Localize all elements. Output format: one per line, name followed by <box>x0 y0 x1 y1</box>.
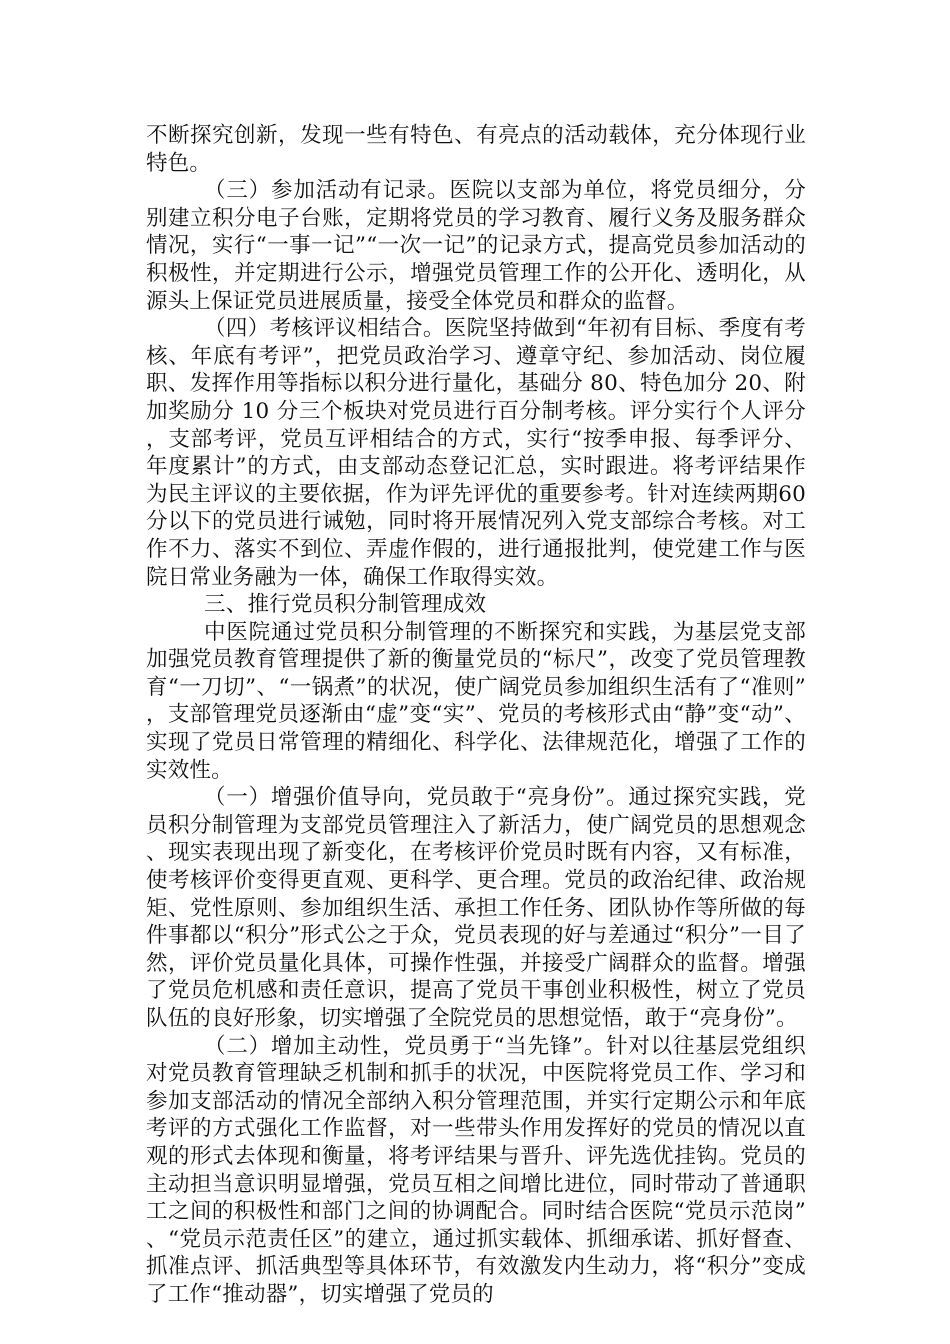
paragraph-section-4-assessment: （四）考核评议相结合。医院坚持做到“年初有目标、季度有考核、年底有考评”，把党员政治学习、遵章守纪、参加活动、岗位履职、发挥作用等指标以积分进行量化，基础分 80、特色加分 20、附加奖励分 10 分三个板块对党员进行百分制考核。评分实行个人评分，支部考评，党员互评相结合的方式，实行“按季申报、每季评分、年度累计”的方式，由支部动态登记汇总，实时跟进。将考评结果作为民主评议的主要依据，作为评先评优的重要参考。针对连续两期60分以下的党员进行诫勉，同时将开展情况列入党支部综合考核。对工作不力、落实不到位、弄虚作假的，进行通报批判，使党建工作与医院日常业务融为一体，确保工作取得实效。 <box>146 316 806 590</box>
paragraph-continuation: 不断探究创新，发现一些有特色、有亮点的活动载体，充分体现行业特色。 <box>146 123 806 176</box>
section-heading-results: 三、推行党员积分制管理成效 <box>204 592 487 618</box>
paragraph-section-3-records: （三）参加活动有记录。医院以支部为单位，将党员细分，分别建立积分电子台账，定期将党员的学习教育、履行义务及服务群众情况，实行“一事一记”“一次一记”的记录方式，提高党员参加活动的积极性，并定期进行公示，增强党员管理工作的公开化、透明化，从源头上保证党员进展质量，接受全体党员和群众的监督。 <box>146 178 806 314</box>
document-page <box>146 122 806 1309</box>
paragraph-result-1-value-guidance: （一）增强价值导向，党员敢于“亮身份”。通过探究实践，党员积分制管理为支部党员管理注入了新活力，使广阔党员的思想观念、现实表现出现了新变化，在考核评价党员时既有内容，又有标准，使考核评价变得更直观、更科学、更合理。党员的政治纪律、政治规矩、党性原则、参加组织生活、承担工作任务、团队协作等所做的每件事都以“积分”形式公之于众，党员表现的好与差通过“积分”一目了然，评价党员量化具体，可操作性强，并接受广阔群众的监督。增强了党员危机感和责任意识，提高了党员干事创业积极性，树立了党员队伍的良好形象，切实增强了全院党员的思想觉悟，敢于“亮身份”。 <box>146 785 806 1031</box>
paragraph-result-2-initiative: （二）增加主动性，党员勇于“当先锋”。针对以往基层党组织对党员教育管理缺乏机制和抓手的状况，中医院将党员工作、学习和参加支部活动的情况全部纳入积分管理范围，并实行定期公示和年底考评的方式强化工作监督，对一些带头作用发挥好的党员的情况以直观的形式去体现和衡量，将考评结果与晋升、评先选优挂钩。党员的主动担当意识明显增强，党员互相之间增比进位，同时带动了普通职工之间的积极性和部门之间的协调配合。同时结合医院“党员示范岗”、“党员示范责任区”的建立，通过抓实载体、抓细承诺、抓好督查、抓准点评、抓活典型等具体环节，有效激发内生动力，将“积分”变成了工作“推动器”，切实增强了党员的 <box>146 1033 806 1307</box>
paragraph-results-intro: 中医院通过党员积分制管理的不断探究和实践，为基层党支部加强党员教育管理提供了新的衡量党员的“标尺”，改变了党员管理教育“一刀切”、“一锅煮”的状况，使广阔党员参加组织生活有了“准则”，支部管理党员逐渐由“虚”变“实”、党员的考核形式由“静”变“动”、实现了党员日常管理的精细化、科学化、法律规范化，增强了工作的实效性。 <box>146 619 806 783</box>
